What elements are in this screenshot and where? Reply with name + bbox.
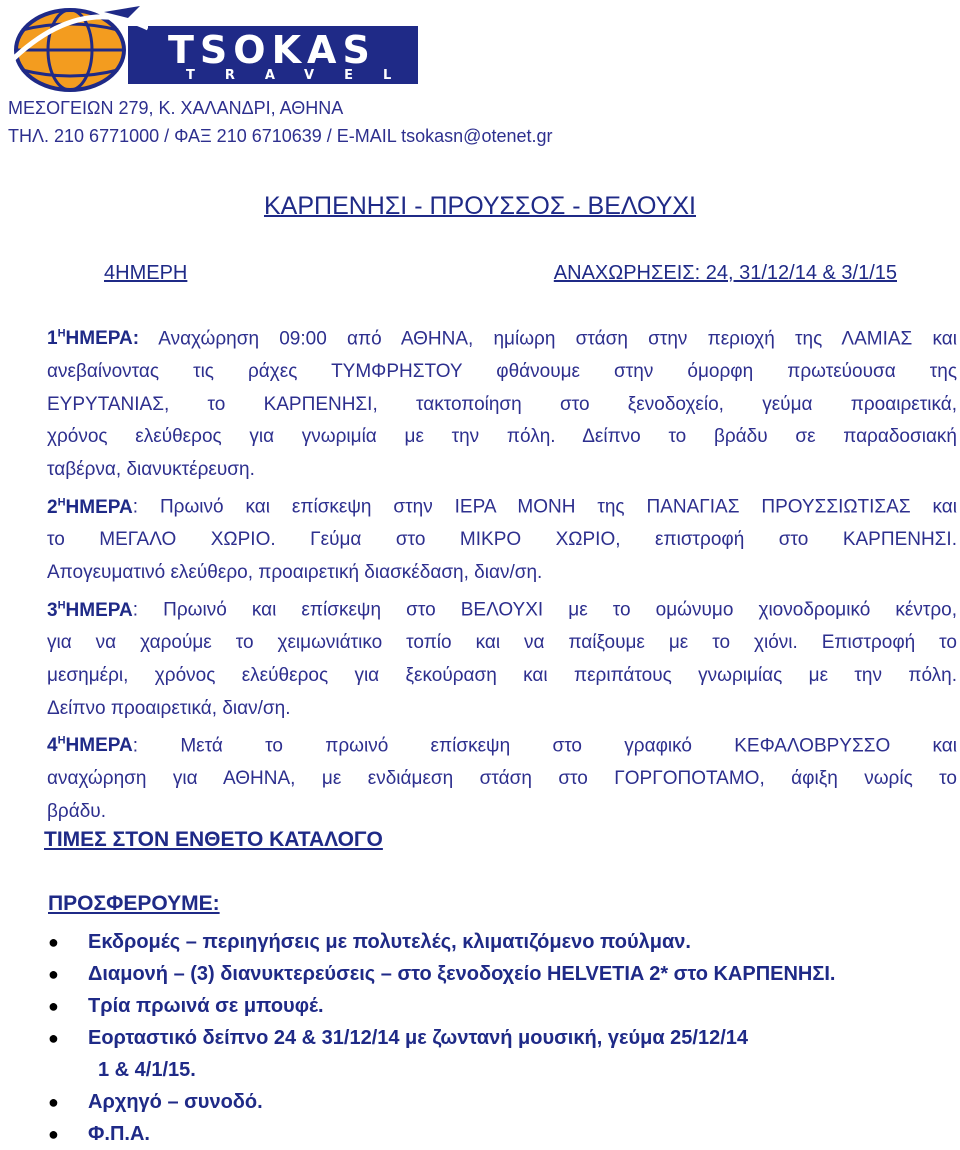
itinerary-text: : Πρωινό και επίσκεψη στο ΒΕΛΟΥΧΙ με το ομώνυμο χιονοδρομικό κέντρο, (132, 599, 957, 621)
itinerary-line (47, 524, 957, 557)
offer-item (48, 1086, 960, 1118)
itinerary-text: ανεβαίνοντας τις ράχες ΤΥΜΦΡΗΣΤΟΥ φθάνουμε στην όμορφη πρωτεύουσα της (47, 360, 957, 382)
itinerary-text: ταβέρνα, διανυκτέρευση. (47, 458, 255, 480)
itinerary-line (47, 486, 957, 524)
itinerary-text: Αναχώρηση 09:00 από ΑΘΗΝΑ, ημίωρη στάση στην περιοχή της ΛΑΜΙΑΣ και (139, 328, 957, 350)
offer-text: Εορταστικό δείπνο 24 & 31/12/14 με ζωντανή μουσική, γεύμα 25/12/14 (88, 1027, 749, 1049)
day-heading: $2^HHMEPA$ (47, 496, 133, 518)
itinerary-text: χρόνος ελεύθερος για γνωριμία με την πόλη. Δείπνο το βράδυ σε παραδοσιακή (47, 426, 957, 448)
prices-note: ΤΙΜΕΣ ΣΤΟΝ ΕΝΘΕΤΟ ΚΑΤΑΛΟΓΟ (44, 828, 383, 851)
offer-item (48, 1118, 960, 1150)
offer-item (48, 926, 960, 958)
day-heading: $4^HHMEPA$ (47, 735, 133, 757)
offer-item (48, 990, 960, 1022)
bullet-icon: ● (48, 1124, 59, 1144)
day-heading: $3^HHMEPA$ (47, 599, 133, 621)
offer-text: Διαμονή – (3) διανυκτερεύσεις – στο ξενοδοχείο HELVETIA 2* στο ΚΑΡΠΕΝΗΣΙ. (88, 963, 836, 985)
itinerary-text: Απογευματινό ελεύθερο, προαιρετική διασκέδαση, διαν/ση. (47, 561, 543, 583)
day-heading: $1^HHMEPA$: (47, 328, 140, 350)
itinerary-text: : Μετά το πρωινό επίσκεψη στο γραφικό ΚΕΦΑΛΟΒΡΥΣΣΟ και (132, 735, 957, 757)
itinerary-text: μεσημέρι, χρόνος ελεύθερος για ξεκούραση και περιπάτους γνωριμίας με την πόλη. (47, 664, 957, 686)
itinerary-line (47, 318, 957, 356)
tsokas-travel-logo (8, 4, 422, 96)
departure-dates: ΑΝΑΧΩΡΗΣΕΙΣ: 24, 31/12/14 & 3/1/15 (553, 262, 897, 284)
offer-text: Τρία πρωινά σε μπουφέ. (88, 995, 324, 1017)
itinerary-line (47, 421, 957, 454)
offer-item (48, 1022, 960, 1086)
itinerary-text: αναχώρηση για ΑΘΗΝΑ, με ενδιάμεση στάση στο ΓΟΡΓΟΠΟΤΑΜΟ, άφιξη νωρίς το (47, 768, 957, 790)
offer-text: Αρχηγό – συνοδό. (88, 1091, 263, 1113)
itinerary-line (47, 589, 957, 627)
itinerary-line (47, 796, 957, 829)
itinerary-line (47, 763, 957, 796)
itinerary-line (47, 627, 957, 660)
offer-text: Φ.Π.Α. (88, 1123, 150, 1145)
globe-plane-icon (8, 4, 148, 96)
logo-wordmark: TSOKAS (168, 28, 376, 72)
itinerary-line (47, 557, 957, 590)
itinerary-text: ΕΥΡΥΤΑΝΙΑΣ, το ΚΑΡΠΕΝΗΣΙ, τακτοποίηση στο ξενοδοχείο, γεύμα προαιρετικά, (47, 393, 957, 415)
offer-text: Εκδρομές – περιηγήσεις με πολυτελές, κλιματιζόμενο πούλμαν. (88, 931, 691, 953)
contact-line: ΤΗΛ. 210 6771000 / ΦΑΞ 210 6710639 / E-MAIL tsokasn@otenet.gr (8, 126, 553, 146)
address-line: ΜΕΣΟΓΕΙΩΝ 279, Κ. ΧΑΛΑΝΔΡΙ, ΑΘΗΝΑ (8, 98, 344, 118)
bullet-icon: ● (48, 1028, 59, 1048)
offer-heading: ΠΡΟΣΦΕΡΟΥΜΕ: (48, 892, 220, 915)
itinerary-line (47, 660, 957, 693)
itinerary-line (47, 454, 957, 487)
tour-title: ΚΑΡΠΕΝΗΣΙ - ΠΡΟΥΣΣΟΣ - ΒΕΛΟΥΧΙ (263, 192, 696, 220)
bullet-icon: ● (48, 1092, 59, 1112)
tour-duration: 4ΗΜΕΡΗ (104, 262, 188, 284)
itinerary-line (47, 693, 957, 726)
itinerary-text: Δείπνο προαιρετικά, διαν/ση. (47, 697, 291, 719)
bullet-icon: ● (48, 996, 59, 1016)
bullet-icon: ● (48, 964, 59, 984)
offer-text-continued: 1 & 4/1/15. (98, 1059, 196, 1081)
itinerary-text: : Πρωινό και επίσκεψη στην ΙΕΡΑ ΜΟΝΗ της ΠΑΝΑΓΙΑΣ ΠΡΟΥΣΣΙΩΤΙΣΑΣ και (132, 496, 957, 518)
offer-item (48, 958, 960, 990)
bullet-icon: ● (48, 932, 59, 952)
itinerary-text: βράδυ. (47, 800, 106, 822)
itinerary-line (47, 389, 957, 422)
offer-list (48, 926, 960, 1150)
itinerary-line (47, 725, 957, 763)
logo-subtitle: TRAVEL (186, 68, 422, 83)
itinerary-text: το ΜΕΓΑΛΟ ΧΩΡΙΟ. Γεύμα στο ΜΙΚΡΟ ΧΩΡΙΟ, επιστροφή στο ΚΑΡΠΕΝΗΣΙ. (47, 529, 957, 551)
itinerary-text: για να χαρούμε το χειμωνιάτικο τοπίο και να παίξουμε με το χιόνι. Επιστροφή το (47, 632, 957, 654)
itinerary (47, 318, 957, 828)
itinerary-line (47, 356, 957, 389)
